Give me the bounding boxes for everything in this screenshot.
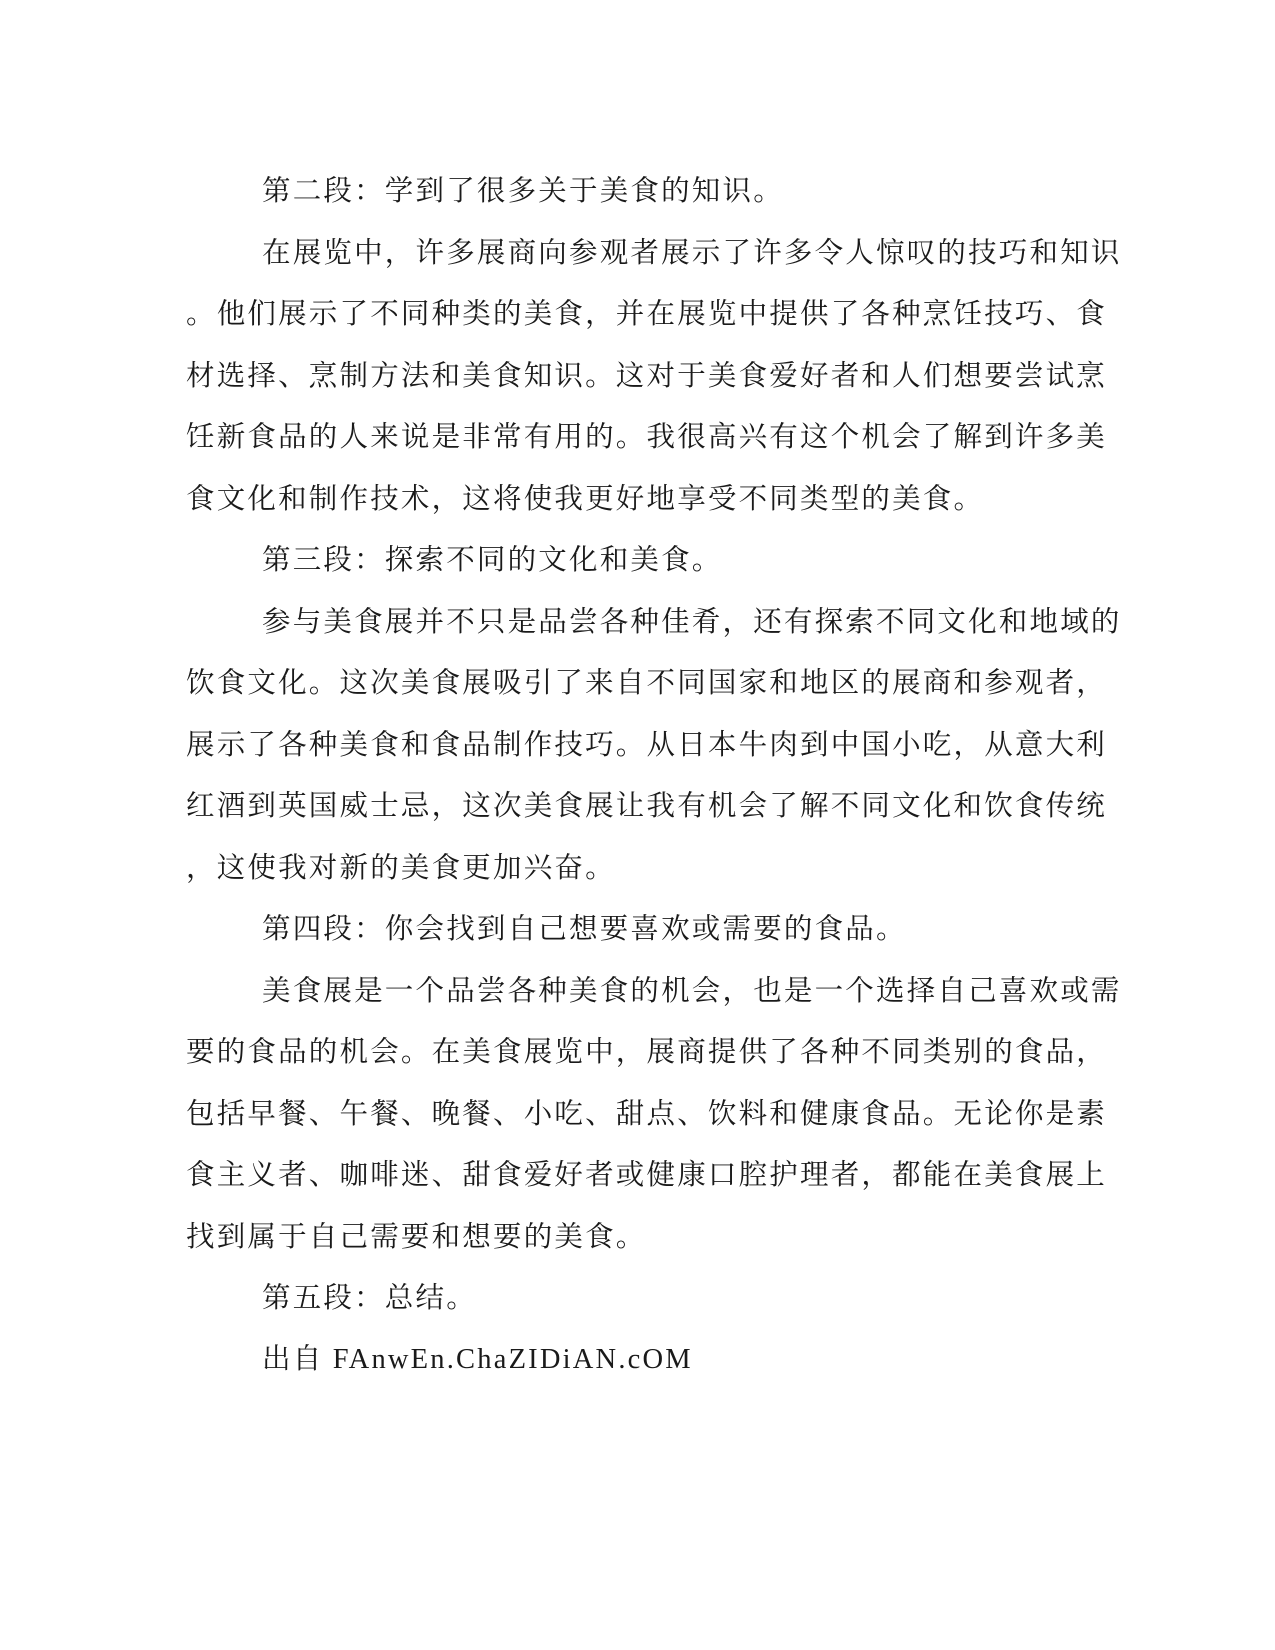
heading-paragraph-4: 第四段：你会找到自己想要喜欢或需要的食品。 [262,912,907,945]
text-line: 包括早餐、午餐、晚餐、小吃、甜点、饮料和健康食品。无论你是素 [186,1096,1108,1130]
text-line: 在展览中，许多展商向参观者展示了许多令人惊叹的技巧和知识 [262,235,1122,269]
text-line: 材选择、烹制方法和美食知识。这对于美食爱好者和人们想要尝试烹 [186,358,1108,392]
text-line: 食文化和制作技术，这将使我更好地享受不同类型的美食。 [186,481,985,515]
heading-paragraph-3: 第三段：探索不同的文化和美食。 [262,543,723,576]
text-line: 食主义者、咖啡迷、甜食爱好者或健康口腔护理者，都能在美食展上 [186,1158,1108,1191]
text-line: 饮食文化。这次美食展吸引了来自不同国家和地区的展商和参观者， [186,666,1108,699]
text-line: 要的食品的机会。在美食展览中，展商提供了各种不同类别的食品， [186,1035,1108,1068]
text-line: 美食展是一个品尝各种美食的机会，也是一个选择自己喜欢或需 [262,973,1122,1007]
text-line: 找到属于自己需要和想要的美食。 [186,1219,647,1253]
text-line: 饪新食品的人来说是非常有用的。我很高兴有这个机会了解到许多美 [186,420,1108,453]
heading-paragraph-5: 第五段：总结。 [262,1281,477,1314]
text-line: 。他们展示了不同种类的美食，并在展览中提供了各种烹饪技巧、食 [186,297,1108,330]
text-line: ，这使我对新的美食更加兴奋。 [186,850,616,884]
text-line: 参与美食展并不只是品尝各种佳肴，还有探索不同文化和地域的 [262,604,1122,638]
text-line: 展示了各种美食和食品制作技巧。从日本牛肉到中国小吃，从意大利 [186,727,1108,761]
source-note: 出自 FAnwEn.ChaZIDiAN.cOM [262,1343,693,1375]
heading-paragraph-2: 第二段：学到了很多关于美食的知识。 [262,174,784,207]
document-body [186,160,1122,1390]
text-line: 红酒到英国威士忌，这次美食展让我有机会了解不同文化和饮食传统 [186,789,1108,822]
